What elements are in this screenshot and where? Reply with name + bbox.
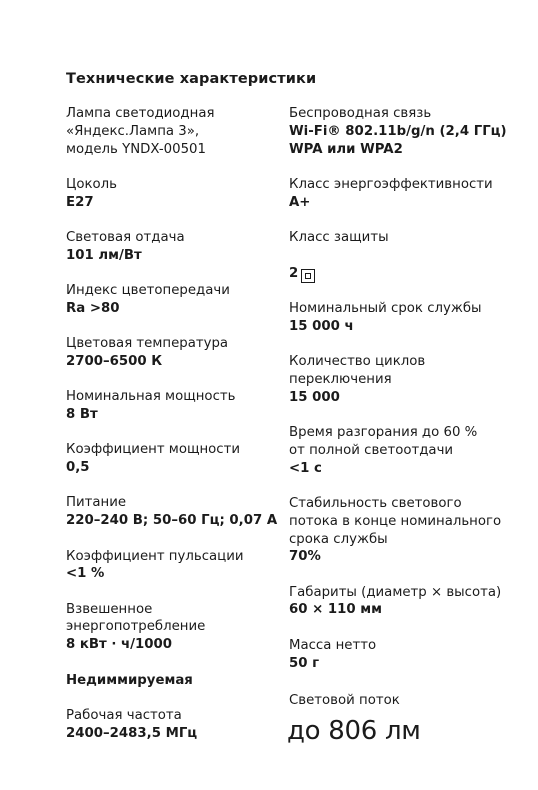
spec-value-row <box>289 247 529 283</box>
spec-label: Количество циклов переключения <box>289 354 426 387</box>
luminous-flux-label: Световой поток <box>289 693 400 708</box>
spec-label: Номинальный срок службы <box>289 301 482 317</box>
page-title: Технические характеристики <box>66 71 317 87</box>
spec-color-temperature <box>66 335 278 371</box>
spec-wireless <box>289 105 529 158</box>
spec-label: Цветовая температура <box>66 336 229 352</box>
spec-value: 101 лм/Вт <box>66 247 142 263</box>
luminous-flux-value: до 806 лм <box>287 716 421 746</box>
spec-dimensions <box>289 584 529 620</box>
spec-value: 2400–2483,5 МГц <box>66 725 198 741</box>
spec-value: Ra >80 <box>66 300 120 316</box>
spec-label: Рабочая частота <box>66 707 182 723</box>
spec-label: Индекс цветопередачи <box>66 283 230 299</box>
spec-lumen-maintenance <box>289 495 529 566</box>
spec-ripple-factor <box>66 548 278 584</box>
spec-luminous-efficacy <box>66 229 278 265</box>
spec-label: Цоколь <box>66 176 117 192</box>
spec-label: Габариты (диаметр × высота) <box>289 584 502 600</box>
double-square-icon <box>301 269 315 283</box>
spec-cri <box>66 282 278 318</box>
spec-net-weight <box>289 637 529 673</box>
spec-label: Масса нетто <box>289 637 377 653</box>
spec-energy-class <box>289 176 529 212</box>
spec-value: 2 <box>289 265 299 281</box>
spec-value: Wi-Fi® 802.11b/g/n (2,4 ГГц) WPA или WPA2 <box>289 123 507 157</box>
non-dimmable-note: Недиммируемая <box>66 672 193 688</box>
spec-protection-class <box>289 229 529 283</box>
spec-operating-frequency <box>66 707 278 743</box>
spec-value: <1 с <box>289 460 322 476</box>
specs-right-column <box>289 105 529 690</box>
spec-label: Беспроводная связь <box>289 106 432 121</box>
spec-value: 2700–6500 К <box>66 353 163 369</box>
spec-label: Коэффициент пульсации <box>66 548 244 564</box>
spec-label: Стабильность светового потока в конце номинального срока службы <box>289 495 502 547</box>
spec-base <box>66 176 278 212</box>
spec-label: Класс защиты <box>289 229 389 245</box>
spec-value: E27 <box>66 194 94 210</box>
spec-label: Класс энергоэффективности <box>289 176 493 192</box>
specs-left-column <box>66 105 278 760</box>
spec-energy-consumption <box>66 601 278 654</box>
spec-label: Лампа светодиодная «Яндекс.Лампа 3», модель YNDX-00501 <box>66 106 215 157</box>
spec-value: 50 г <box>289 655 320 671</box>
spec-value: <1 % <box>66 566 105 582</box>
spec-label: Коэффициент мощности <box>66 442 241 458</box>
spec-label: Питание <box>66 495 127 511</box>
spec-value: 220–240 В; 50–60 Гц; 0,07 А <box>66 513 278 529</box>
spec-product <box>66 105 278 158</box>
spec-label: Взвешенное энергопотребление <box>66 601 206 635</box>
spec-value: 15 000 <box>289 389 340 405</box>
spec-power-factor <box>66 441 278 477</box>
spec-value: 8 кВт · ч/1000 <box>66 637 173 653</box>
spec-switching-cycles <box>289 353 529 406</box>
spec-power-supply <box>66 494 278 530</box>
spec-rated-power <box>66 388 278 424</box>
spec-value: 70% <box>289 549 321 565</box>
spec-value: 15 000 ч <box>289 318 354 334</box>
spec-value: 0,5 <box>66 460 90 476</box>
spec-value: A+ <box>289 194 311 210</box>
spec-value: 60 × 110 мм <box>289 602 383 618</box>
spec-warm-up-time <box>289 424 529 477</box>
spec-label: Номинальная мощность <box>66 389 236 405</box>
spec-value: 8 Вт <box>66 407 98 423</box>
spec-label: Время разгорания до 60 % от полной светоотдачи <box>289 425 478 458</box>
spec-label: Световая отдача <box>66 229 185 245</box>
spec-service-life <box>289 300 529 336</box>
